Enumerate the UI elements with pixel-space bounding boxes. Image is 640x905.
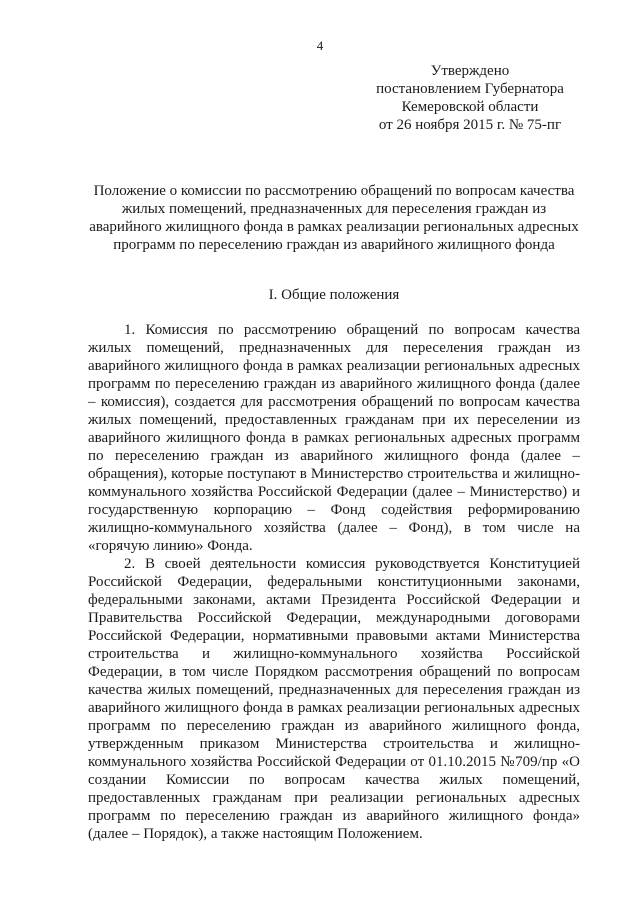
section-heading: I. Общие положения	[268, 287, 400, 303]
approval-block	[340, 62, 600, 134]
document-title: Положение о комиссии по рассмотрению обращений по вопросам качества жилых помещений, предназначенных для переселения граждан из аварийного жилищного фонда в рамках реализации региональных адресных программ по переселению граждан из аварийного жилищного фонда	[89, 183, 579, 253]
approval-line: постановлением Губернатора	[376, 81, 564, 97]
approval-line: Утверждено	[430, 63, 510, 79]
paragraph: 2. В своей деятельности комиссия руководствуется Конституцией Российской Федерации, федеральными конституционными законами, федеральными законами, актами Президента Российской Федерации и Правительства Российской Федерации, международными договорами Российской Федерации, нормативными правовыми актами Министерства строительства и жилищно-коммунального хозяйства Российской Федерации, в том числе Порядком рассмотрения обращений по вопросам качества жилых помещений, предназначенных для переселения граждан из аварийного жилищного фонда в рамках реализации региональных адресных программ по переселению граждан из аварийного жилищного фонда, утвержденным приказом Министерства строительства и жилищно-коммунального хозяйства Российской Федерации от 01.10.2015 №709/пр «О создании Комиссии по вопросам качества жилых помещений, предоставленных гражданам при реализации региональных адресных программ по переселению граждан из аварийного жилищного фонда» (далее – Порядок), а также настоящим Положением.	[88, 556, 580, 842]
approval-line: Кемеровской области	[401, 99, 539, 115]
paragraph: 1. Комиссия по рассмотрению обращений по вопросам качества жилых помещений, предназначенных для переселения граждан из аварийного жилищного фонда в рамках реализации региональных адресных программ по переселению граждан из аварийного жилищного фонда (далее – комиссия), создается для рассмотрения обращений по вопросам качества жилых помещений, предоставленных гражданам при их переселении из аварийного жилищного фонда в рамках региональных адресных программ по переселению граждан из аварийного жилищного фонда (далее – обращения), которые поступают в Министерство строительства и жилищно-коммунального хозяйства Российской Федерации (далее – Министерство) и государственную корпорацию – Фонд содействия реформированию жилищно-коммунального хозяйства (далее – Фонд), в том числе на «горячую линию» Фонда.	[88, 322, 580, 554]
approval-line: от 26 ноября 2015 г. № 75-пг	[378, 117, 562, 133]
page-number: 4	[316, 38, 324, 53]
body-text	[88, 321, 580, 843]
